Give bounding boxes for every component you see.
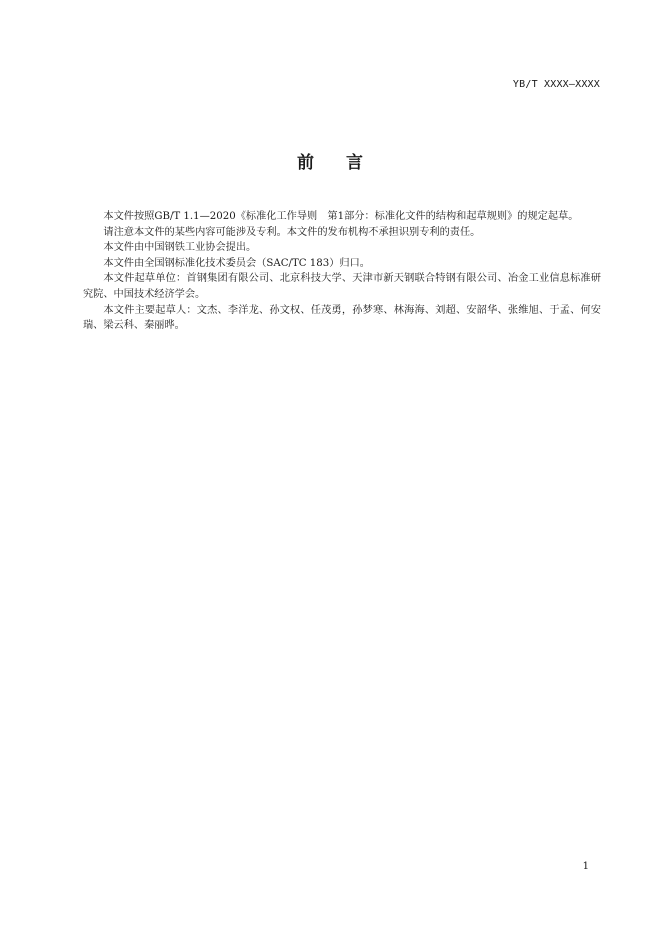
paragraph-drafting-rules: 本文件按照GB/T 1.1—2020《标准化工作导则 第1部分：标准化文件的结构和起草规则》的规定起草。 xyxy=(103,211,579,222)
page-title xyxy=(0,148,662,173)
paragraph-proposer: 本文件由中国钢铁工业协会提出。 xyxy=(103,242,257,254)
paragraph-drafting-units: 本文件起草单位：首钢集团有限公司、北京科技大学、天津市新天钢联合特钢有限公司、冶金工业信息标准研究院、中国技术经济学会。 xyxy=(83,273,601,300)
page-number: 1 xyxy=(582,861,589,872)
foreword-body xyxy=(83,209,601,334)
title-part-1: 前 xyxy=(297,153,316,173)
paragraph-committee: 本文件由全国钢标准化技术委员会（SAC/TC 183）归口。 xyxy=(103,257,370,269)
title-part-2: 言 xyxy=(346,153,365,173)
paragraph-patent-notice: 请注意本文件的某些内容可能涉及专利。本文件的发布机构不承担识别专利的责任。 xyxy=(103,226,481,238)
paragraph-drafters: 本文件主要起草人：文杰、李洋龙、孙文权、任茂勇，孙梦寒、林海海、刘超、安韶华、张维旭、于孟、何安瑞、梁云科、秦丽晔。 xyxy=(83,304,601,332)
document-code: YB/T XXXX—XXXX xyxy=(512,79,600,90)
